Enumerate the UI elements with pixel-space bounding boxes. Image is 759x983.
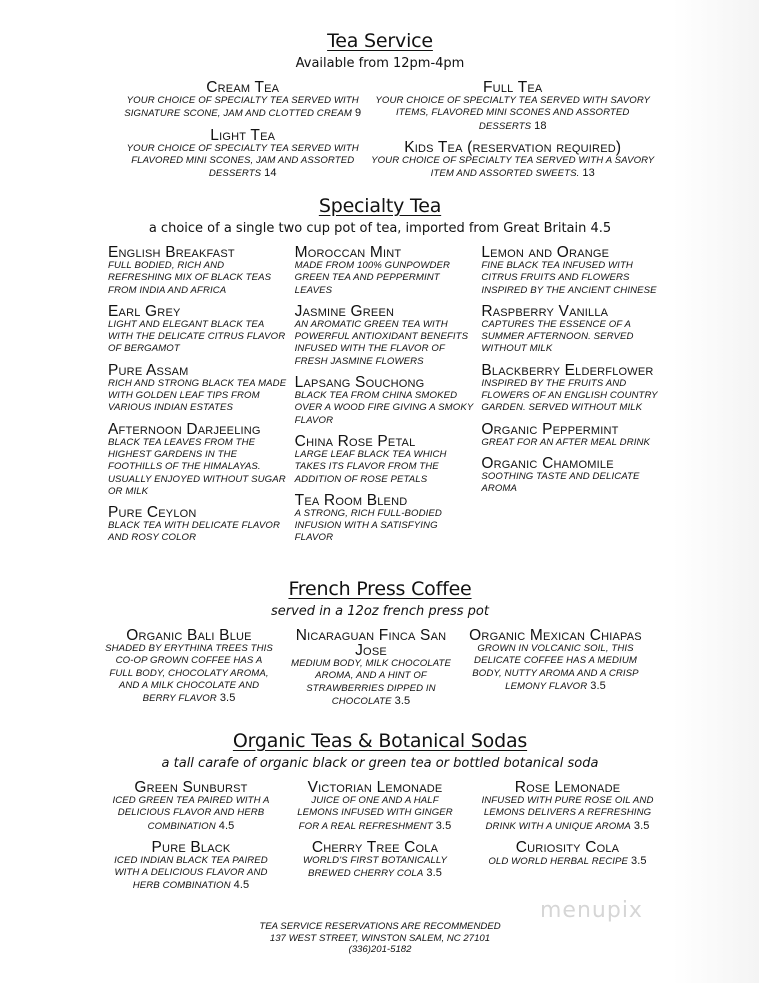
description-text: YOUR CHOICE OF SPECIALTY TEA SERVED WITH SIGNATURE SCONE, JAM AND CLOTTED CREAM [124,95,359,120]
description-text: LARGE LEAF BLACK TEA WHICH TAKES ITS FLAVOR FROM THE ADDITION OF ROSE PETALS [294,448,447,485]
menu-column [365,80,660,187]
section-subtitle: Available from 12pm-4pm [295,56,465,71]
item-name: China Rose Petal [294,432,416,450]
item-description [480,795,655,833]
item-description [481,437,660,449]
description-text: GREAT FOR AN AFTER MEAL DRINK [481,436,651,448]
description-text: BLACK TEA LEAVES FROM THE HIGHEST GARDENS IN THE FOOTHILLS OF THE HIMALAYAS. USUALLY ENJOYED WITHOUT SUGAR OR MILK [108,436,286,497]
description-text: INSPIRED BY THE FRUITS AND FLOWERS OF AN ENGLISH COUNTRY GARDEN. SERVED WITHOUT MILK [481,377,658,414]
description-text: SOOTHING TASTE AND DELICATE AROMA [481,470,640,495]
menu-column [290,780,460,900]
menu-item [108,505,287,545]
item-description [480,855,655,868]
item-description [108,520,287,545]
item-description [295,260,474,297]
item-price: 3.5 [435,819,452,832]
item-description [295,390,474,427]
item-name: Lapsang Souchong [294,374,425,392]
section-subtitle: served in a 12oz french press pot [271,604,489,619]
description-text: YOUR CHOICE OF SPECIALTY TEA SERVED WITH FLAVORED MINI SCONES, JAM AND ASSORTED DESSERTS [126,142,359,180]
item-name: Cherry Tree Cola [311,838,439,856]
menu-item [468,628,643,693]
item-description [108,319,287,356]
menu-column [286,628,456,715]
item-name: Earl Grey [108,302,181,320]
menu-item [108,304,287,356]
item-price: 3.5 [426,867,442,880]
page-edge-shadow [673,0,759,983]
item-name: Pure Black [151,838,231,856]
section-subtitle: a choice of a single two cup pot of tea, imported from Great Britain 4.5 [148,221,612,236]
item-name: Organic Bali Blue [126,627,252,644]
item-name: Organic Peppermint [481,420,619,438]
item-name: Victorian Lemonade [307,779,443,796]
item-description [108,260,287,297]
item-name: Jasmine Green [294,302,395,320]
item-description [295,508,474,545]
item-name: Cream Tea [206,79,280,96]
item-description [286,658,456,708]
item-price: 4.5 [233,879,250,892]
item-description [106,855,276,893]
description-text: MEDIUM BODY, MILK CHOCOLATE AROMA, AND A HINT OF STRAWBERRIES DIPPED IN CHOCOLATE [291,658,451,707]
item-description [108,378,287,415]
item-price: 14 [264,167,277,180]
menu-column [108,245,287,552]
description-text: SHADED BY ERYTHINA TREES THIS CO-OP GROWN COFFEE HAS A FULL BODY, CHOCOLATY AROMA, AND A MILK CHOCOLATE AND BERRY FLAVOR [105,643,273,705]
item-name: Pure Ceylon [108,504,197,522]
specialty-tea-section [100,195,660,552]
section-title: Tea Service [327,30,433,52]
description-text: OLD WORLD HERBAL RECIPE [488,855,629,867]
item-name: Green Sunburst [134,779,248,796]
menu-columns [120,80,660,187]
item-description [481,319,660,356]
menu-item [290,780,460,833]
description-text: ICED INDIAN BLACK TEA PAIRED WITH A DELICIOUS FLAVOR AND HERB COMBINATION [114,854,268,892]
item-name: Organic Chamomile [481,454,614,472]
item-price: 3.5 [633,819,650,832]
menu-item [481,422,660,449]
description-text: WORLD'S FIRST BOTANICALLY BREWED CHERRY COLA [302,854,447,880]
menu-item [480,780,655,833]
description-text: YOUR CHOICE OF SPECIALTY TEA SERVED WITH SAVORY ITEMS, FLAVORED MINI SCONES AND ASSORTED DESSERTS [375,95,651,132]
item-price: 13 [582,167,595,180]
item-price: 3.5 [631,854,647,867]
french-press-coffee-section [100,578,660,715]
description-text: INFUSED WITH PURE ROSE OIL AND LEMONS DELIVERS A REFRESHING DRINK WITH A UNIQUE AROMA [481,795,654,832]
reservation-note: TEA SERVICE RESERVATIONS ARE RECOMMENDED [259,921,501,932]
menu-item [365,140,660,181]
menu-item [365,80,660,133]
description-text: YOUR CHOICE OF SPECIALTY TEA SERVED WITH A SAVORY ITEM AND ASSORTED SWEETS. [371,154,655,180]
item-description [481,471,660,496]
item-description [365,155,660,181]
menu-item [106,780,276,833]
description-text: MADE FROM 100% GUNPOWDER GREEN TEA AND PEPPERMINT LEAVES [294,260,451,296]
address: 137 WEST STREET, WINSTON SALEM, NC 27101 [269,932,491,944]
item-description [290,795,460,833]
item-description [481,260,660,297]
menu-item [481,304,660,356]
menu-item [481,245,660,297]
item-description [104,643,274,705]
description-text: FINE BLACK TEA INFUSED WITH CITRUS FRUITS AND FLOWERS INSPIRED BY THE ANCIENT CHINESE [481,260,657,296]
item-name: Lemon and Orange [481,244,610,261]
menu-column [468,628,643,715]
menu-item [295,304,474,368]
item-name: Raspberry Vanilla [481,302,609,320]
menu-item [295,493,474,545]
item-price: 3.5 [394,694,411,707]
item-name: Afternoon Darjeeling [108,420,261,438]
section-title: French Press Coffee [288,578,472,600]
item-description [120,95,365,121]
item-description [290,855,460,881]
description-text: A STRONG, RICH FULL-BODIED INFUSION WITH A SATISFYING FLAVOR [294,507,442,544]
description-text: GROWN IN VOLCANIC SOIL, THIS DELICATE COFFEE HAS A MEDIUM BODY, NUTTY AROMA AND A CRISP LEMONY FLAVOR [472,643,639,692]
item-name: Tea Room Blend [294,491,408,509]
menu-column [481,245,660,552]
footer [200,921,560,956]
item-description [365,95,660,133]
section-title: Specialty Tea [318,195,442,217]
item-price: 9 [354,107,362,120]
item-name: Kids Tea (reservation required) [404,138,622,156]
menu-item [108,363,287,415]
item-name: Organic Mexican Chiapas [469,627,642,644]
description-text: LIGHT AND ELEGANT BLACK TEA WITH THE DELICATE CITRUS FLAVOR OF BERGAMOT [108,318,286,355]
description-text: AN AROMATIC GREEN TEA WITH POWERFUL ANTIOXIDANT BENEFITS INFUSED WITH THE FLAVOR OF FRESH JASMINE FLOWERS [294,318,469,367]
item-price: 3.5 [219,692,236,705]
description-text: CAPTURES THE ESSENCE OF A SUMMER AFTERNOON. SERVED WITHOUT MILK [481,318,634,355]
description-text: RICH AND STRONG BLACK TEA MADE WITH GOLDEN LEAF TIPS FROM VARIOUS INDIAN ESTATES [108,377,287,414]
item-description [468,643,643,693]
description-text: BLACK TEA WITH DELICATE FLAVOR AND ROSY COLOR [108,520,280,544]
tea-service-section [100,30,660,187]
menu-columns [106,780,660,900]
item-name: Pure Assam [108,361,189,379]
menu-column [120,80,365,187]
item-description [295,449,474,486]
menu-item [295,434,474,486]
watermark-logo: menupix [540,898,643,923]
description-text: FULL BODIED, RICH AND REFRESHING MIX OF BLACK TEAS FROM INDIA AND AFRICA [108,260,272,296]
description-text: ICED GREEN TEA PAIRED WITH A DELICIOUS FLAVOR AND HERB COMBINATION [112,795,270,832]
menu-item [120,80,365,121]
item-name: Blackberry Elderflower [481,361,654,379]
organic-teas-sodas-section [100,730,660,900]
item-price: 4.5 [218,819,235,832]
menu-item [120,128,365,181]
menu-item [108,245,287,297]
menu-item [106,840,276,893]
item-price: 18 [534,119,547,132]
menu-columns [104,628,660,715]
menu-column [295,245,474,552]
item-price: 3.5 [590,679,606,692]
item-description [120,143,365,181]
menu-column [106,780,276,900]
item-name: Curiosity Cola [515,838,620,856]
menu-item [481,363,660,415]
menu-item [108,422,287,498]
menu-item [480,840,655,868]
menu-column [480,780,655,900]
menu-item [481,456,660,496]
item-name: Light Tea [210,126,276,144]
menu-columns [108,245,660,552]
item-description [108,437,287,498]
menu-item [295,245,474,297]
menu-item [295,375,474,427]
section-subtitle: a tall carafe of organic black or green tea or bottled botanical soda [161,756,599,771]
menu-column [104,628,274,715]
item-name: Full Tea [483,79,543,96]
item-name: Nicaraguan Finca San Jose [295,627,447,659]
section-title: Organic Teas & Botanical Sodas [232,730,528,752]
menu-item [290,840,460,881]
item-name: Moroccan Mint [294,244,402,261]
menu-item [104,628,274,705]
item-description [295,319,474,368]
item-name: Rose Lemonade [514,779,621,796]
item-description [106,795,276,833]
description-text: BLACK TEA FROM CHINA SMOKED OVER A WOOD FIRE GIVING A SMOKY FLAVOR [294,390,474,426]
menu-item [286,628,456,708]
item-name: English Breakfast [108,244,235,261]
item-description [481,378,660,415]
phone: (336)201-5182 [348,944,412,955]
description-text: JUICE OF ONE AND A HALF LEMONS INFUSED WITH GINGER FOR A REAL REFRESHMENT [297,795,453,832]
